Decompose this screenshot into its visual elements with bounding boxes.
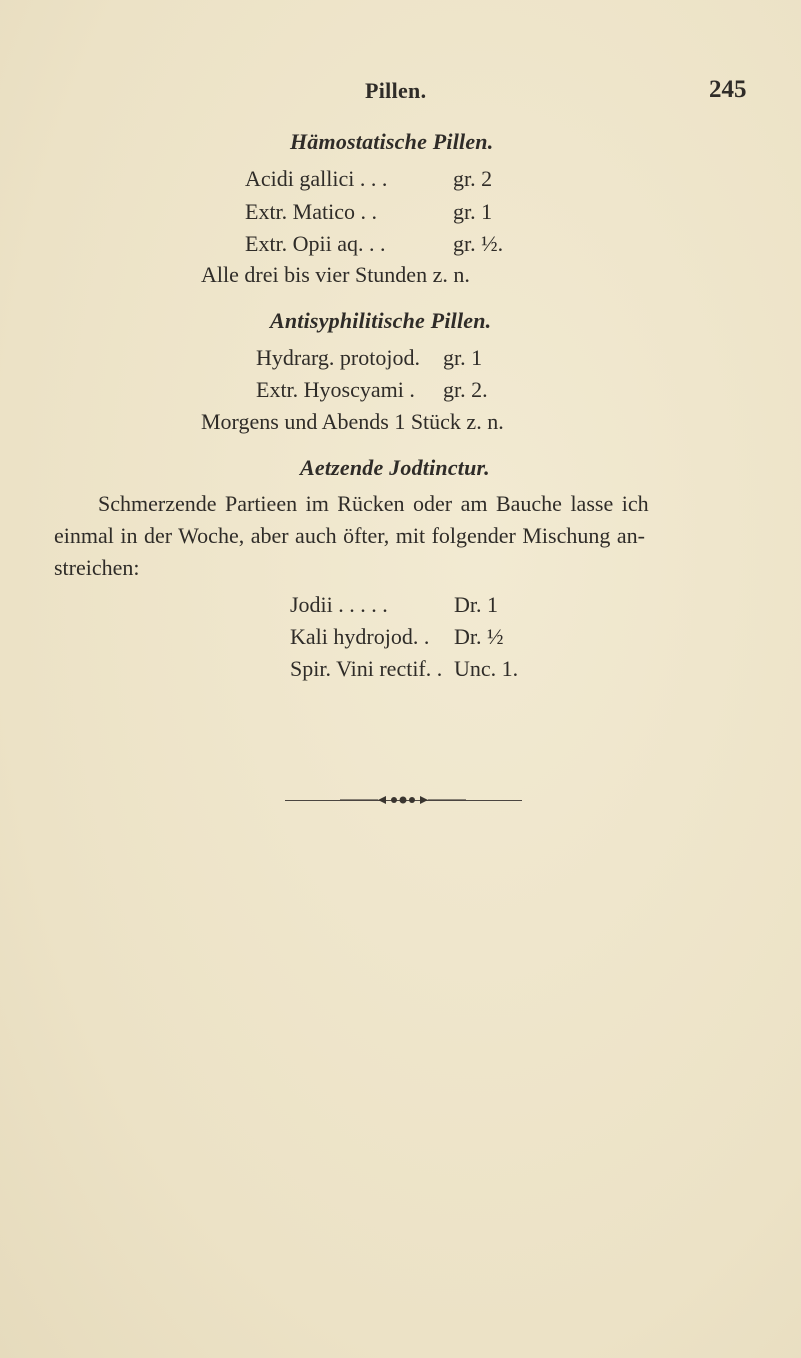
paragraph-line: streichen: bbox=[54, 555, 140, 580]
ingredient-quantity: Unc. 1. bbox=[454, 656, 519, 681]
ingredient-quantity: Dr. 1 bbox=[454, 592, 498, 617]
running-header: Pillen. bbox=[365, 78, 427, 103]
ingredient-quantity: gr. 1 bbox=[453, 199, 493, 224]
ingredient-quantity: gr. 1 bbox=[443, 345, 483, 370]
paragraph-line: einmal in der Woche, aber auch öfter, mit folgender Mischung an- bbox=[54, 523, 645, 548]
paragraph-line: Schmerzende Partieen im Rücken oder am Bauche lasse ich bbox=[98, 491, 649, 516]
ingredient-quantity: gr. ½. bbox=[453, 231, 504, 256]
section-heading-haemostatic: Hämostatische Pillen. bbox=[290, 129, 494, 154]
page-number: 245 bbox=[709, 76, 747, 103]
ingredient-quantity: gr. 2. bbox=[443, 377, 488, 402]
section-heading-iodine-tincture: Aetzende Jodtinctur. bbox=[300, 455, 490, 480]
ingredient-name: Hydrarg. protojod. bbox=[256, 345, 420, 370]
ingredient-name: Acidi gallici . . . bbox=[245, 166, 388, 191]
dosage-instruction: Alle drei bis vier Stunden z. n. bbox=[201, 262, 470, 287]
ingredient-name: Kali hydrojod. . bbox=[290, 624, 430, 649]
ingredient-name: Spir. Vini rectif. . bbox=[290, 656, 443, 681]
dosage-instruction: Morgens und Abends 1 Stück z. n. bbox=[201, 409, 504, 434]
ingredient-name: Extr. Matico . . bbox=[245, 199, 377, 224]
ingredient-name: Jodii . . . . . bbox=[290, 592, 388, 617]
divider-ornament-icon bbox=[338, 793, 468, 807]
ingredient-quantity: Dr. ½ bbox=[454, 624, 504, 649]
ingredient-quantity: gr. 2 bbox=[453, 166, 493, 191]
section-heading-antisyphilitic: Antisyphilitische Pillen. bbox=[270, 308, 492, 333]
ingredient-name: Extr. Opii aq. . . bbox=[245, 231, 386, 256]
ingredient-name: Extr. Hyoscyami . bbox=[256, 377, 415, 402]
